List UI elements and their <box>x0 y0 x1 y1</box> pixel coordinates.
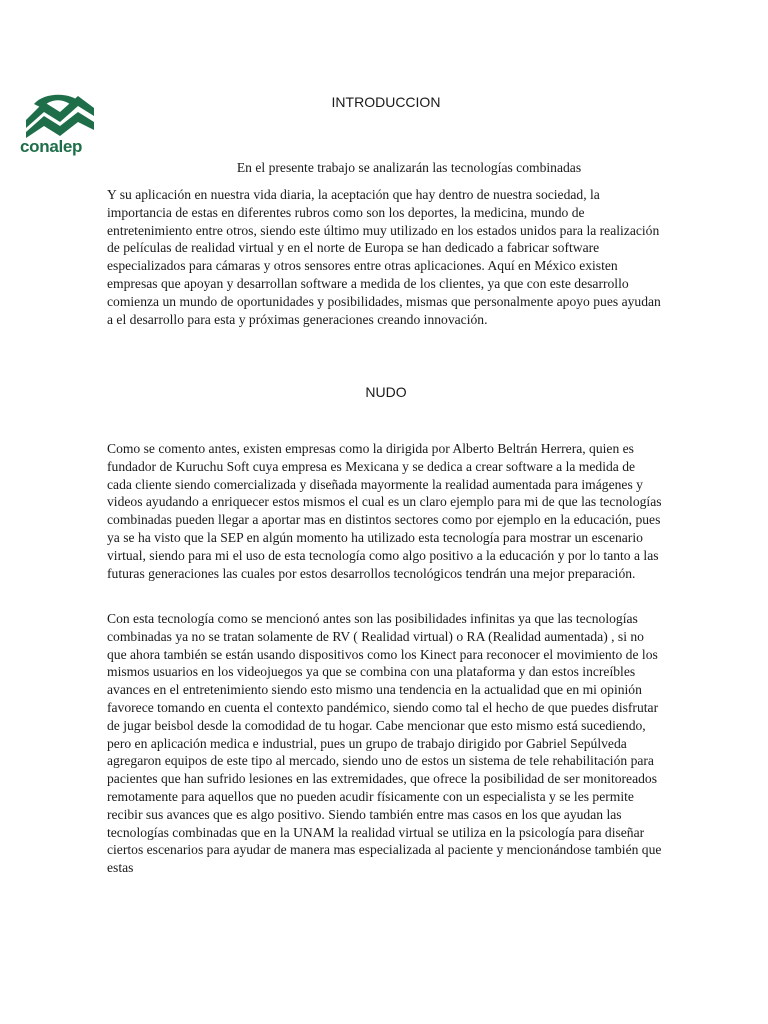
nudo-heading: NUDO <box>365 384 407 400</box>
intro-heading: INTRODUCCION <box>331 94 441 110</box>
logo-text: conalep <box>20 137 83 156</box>
intro-paragraph: Y su aplicación en nuestra vida diaria, la aceptación que hay dentro de nuestra sociedad, la importancia de estas en diferentes rubros como son los deportes, la medicina, mundo de entretenimiento entre otros, siendo este último muy utilizado en los estados unidos para la realización de películas de realidad virtual y en el norte de Europa se han dedicado a fabricar software especializados para cámaras y otros sensores entre otras aplicaciones. Aquí en México existen empresas que apoyan y desarrollan software a medida de los clientes, ya que con este desarrollo comienza un mundo de oportunidades y posibilidades, mismas que personalmente apoyo pues ayudan a el desarrollo para esta y próximas generaciones creando innovación. <box>107 187 661 327</box>
intro-subtitle: En el presente trabajo se analizarán las tecnologías combinadas <box>236 160 582 175</box>
nudo-paragraph-2: Con esta tecnología como se mencionó antes son las posibilidades infinitas ya que las tecnologías combinadas ya no se tratan solamente de RV ( Realidad virtual) o RA (Realidad aumentada) , si no que ahora también se están usando dispositivos como los Kinect para reconocer el movimiento de los mismos usuarios en los videojuegos ya que se combina con una plataforma y dan estos increíbles avances en el entretenimiento siendo esto mismo una tendencia en la actualidad que en mi opinión favorece tomando en cuenta el contexto pandémico, siendo como tal el hecho de que puedes disfrutar de jugar beisbol desde la comodidad de tu hogar. Cabe mencionar que esto mismo está sucediendo, pero en aplicación medica e industrial, pues un grupo de trabajo dirigido por Gabriel Sepúlveda agregaron equipos de este tipo al mercado, siendo uno de estos un sistema de tele rehabilitación para pacientes que han sufrido lesiones en las extremidades, que ofrece la posibilidad de ser monitoreados remotamente para aquellos que no pueden acudir físicamente con un especialista y se les permite recibir sus avances que es algo positivo. Siendo también entre mas casos en los que ayudan las tecnologías combinadas que en la UNAM la realidad virtual se utiliza en la psicología para diseñar ciertos escenarios para ayudar de manera mas especializada al paciente y mencionándose también que estas <box>107 611 662 876</box>
nudo-paragraph-1: Como se comento antes, existen empresas como la dirigida por Alberto Beltrán Herrera, quien es fundador de Kuruchu Soft cuya empresa es Mexicana y se dedica a crear software a la medida de cada cliente siendo comercializada y diseñada mayormente la realidad aumentada para imágenes y videos ayudando a enriquecer estos mismos el cual es un claro ejemplo para mi de que las tecnologías combinadas pueden llegar a aportar mas en distintos sectores como por ejemplo en la educación, pues ya se ha visto que la SEP en algún momento ha utilizado esta tecnología para mostrar un escenario virtual, siendo para mi el uso de esta tecnología como algo positivo a la educación y por lo tanto a las futuras generaciones las cuales por estos desarrollos tecnológicos tendrán una mejor preparación. <box>107 441 662 581</box>
